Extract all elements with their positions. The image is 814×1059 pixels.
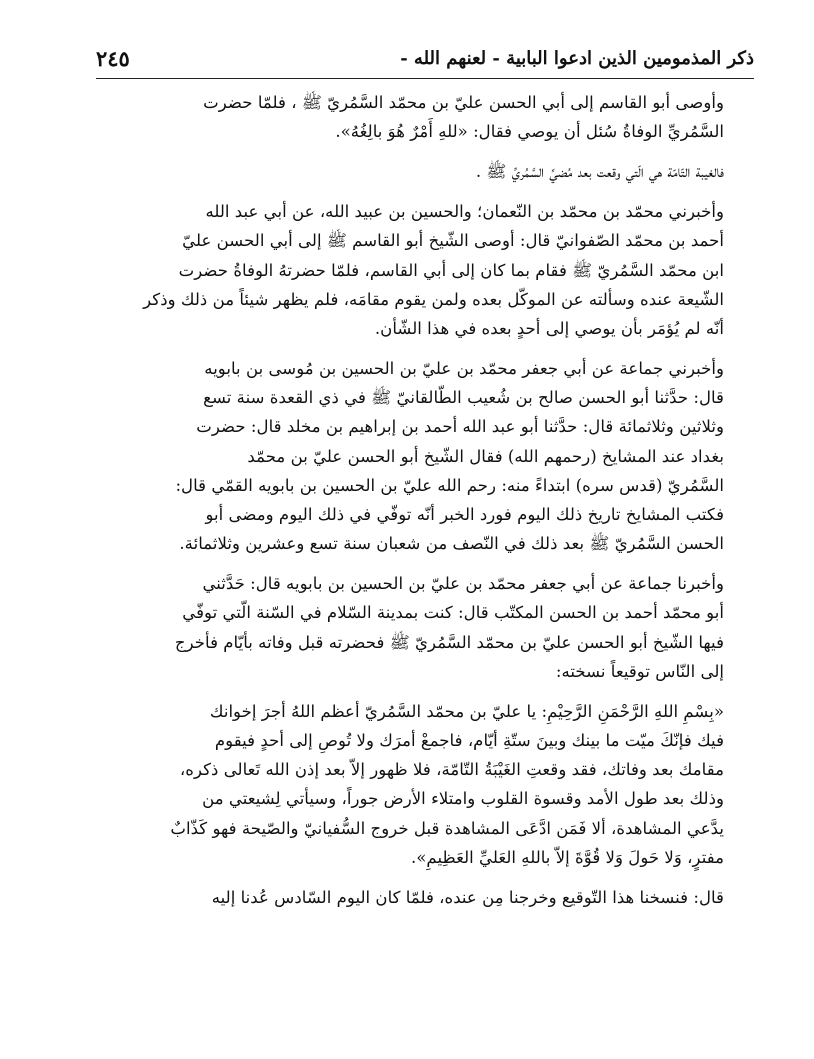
chapter-title: ذكر المذمومين الذين ادعوا البابية - لعنهم الله -: [400, 47, 754, 69]
paragraph: [96, 157, 754, 186]
text-line: ابن محمّد السَّمُريّ ﷺ فقام بما كان إلى أبي القاسم، فلمّا حضرتهُ الوفاةُ حضرت: [178, 260, 724, 280]
text-line: السَّمُريّ (قدس سره) ابتداءً منه: رحم الله عليّ بن الحسين بن بابويه القمّي قال:: [175, 475, 724, 495]
paragraph: [96, 569, 754, 686]
text-line: «بِسْمِ اللهِ الرَّحْمَنِ الرَّحِيْمِ: يا عليّ بن محمّد السَّمُريّ أعظم اللهُ أجرَ إخوانك: [209, 701, 724, 721]
text-line: بغداد عند المشايخ (رحمهم الله) فقال الشّيخ أبو الحسن عليّ بن محمّد: [247, 446, 724, 466]
paragraph: [96, 88, 754, 146]
page-number: ٢٤٥: [96, 45, 130, 71]
text-line: أحمد بن محمّد الصّفوانيّ قال: أوصى الشّيخ أبو القاسم ﷺ إلى أبي الحسن عليّ: [182, 231, 724, 251]
paragraph: [96, 883, 754, 912]
text-line: أبو محمّد أحمد بن الحسن المكتّب قال: كنت بمدينة السّلام في السّنة الّتي توفّي: [182, 603, 724, 623]
text-line: فالغيبة التّامّة هي الّتي وقعت بعد مُضيِّ السَّمُريِّ ﷺ .: [475, 162, 724, 182]
text-line: وأخبرنا جماعة عن أبي جعفر محمّد بن عليّ بن الحسين بن بابويه قال: حَدَّثني: [202, 574, 724, 594]
text-line: وأخبرني جماعة عن أبي جعفر محمّد بن عليّ بن الحسين بن مُوسى بن بابويه: [204, 359, 724, 379]
text-line: قال: حدَّثنا أبو الحسن صالح بن شُعيب الطّالقانيّ ﷺ في ذي القعدة سنة تسع: [203, 388, 724, 408]
text-line: قال: فنسخنا هذا التّوقيع وخرجنا مِن عنده، فلمّا كان اليوم السّادس عُدنا إليه: [211, 887, 724, 907]
text-line: فيك فإنّكَ ميّت ما بينك وبينَ ستّةِ أيّام، فاجمعْ أمرَك ولا تُوصِ إلى أحدٍ فيقوم: [214, 731, 724, 751]
page-body: [96, 88, 754, 923]
text-line: إلى النّاس توقيعاً نسخته:: [555, 661, 724, 681]
text-line: وذلك بعد طول الأمد وقسوة القلوب وامتلاء الأرض جوراً، وسيأتي لِشيعتي من: [202, 789, 724, 809]
paragraph: [96, 197, 754, 343]
paragraph: [96, 354, 754, 558]
text-line: أنّه لم يُؤمَر بأن يوصي إلى أحدٍ بعده في هذا الشّأن.: [374, 319, 724, 339]
header-divider: [96, 78, 754, 79]
text-line: مقامك بعد وفاتك، فقد وقعتِ الغَيْبَةُ التّامّة، فلا ظهور إلاّ بعد إذن الله تَعالى ذكره،: [179, 760, 724, 780]
text-line: السَّمُريِّ الوفاةُ سُئل أن يوصي فقال: «للهِ أَمْرٌ هُوَ بالِغُهُ».: [335, 122, 724, 142]
text-line: الشّيعة عنده وسألته عن الموكّل بعده ولمن يقوم مقامَه، فلم يظهر شيئاً من ذلك وذكر: [143, 289, 724, 309]
text-line: يدَّعي المشاهدة، ألا فَمَن ادَّعَى المشاهدة قبل خروج السُّفيانيّ والصّيحة فهو كَذّابٌ: [170, 818, 724, 838]
text-line: الحسن السَّمُريّ ﷺ بعد ذلك في النّصف من شعبان سنة تسع وعشرين وثلاثمائة.: [179, 534, 724, 554]
running-header: [96, 40, 754, 76]
text-line: فكتب المشايخ تاريخ ذلك اليوم فورد الخبر أنّه توفّي في ذلك اليوم ومضى أبو: [205, 505, 724, 525]
text-line: وثلاثين وثلاثمائة قال: حدَّثنا أبو عبد الله أحمد بن إبراهيم بن مخلد قال: حضرت: [196, 417, 724, 437]
text-line: وأخبرني محمّد بن محمّد بن النّعمان؛ والحسين بن عبيد الله، عن أبي عبد الله: [205, 202, 724, 222]
paragraph: [96, 697, 754, 872]
text-line: فيها الشّيخ أبو الحسن عليّ بن محمّد السَّمُريّ ﷺ فحضرته قبل وفاته بأيّام فأخرج: [174, 632, 724, 652]
text-line: مفترٍ، وَلا حَولَ وَلا قُوَّةَ إلاّ باللهِ العَليِّ العَظِيمِ».: [411, 847, 724, 867]
text-line: وأوصى أبو القاسم إلى أبي الحسن عليّ بن محمّد السَّمُريّ ﷺ ، فلمّا حضرت: [203, 93, 724, 112]
